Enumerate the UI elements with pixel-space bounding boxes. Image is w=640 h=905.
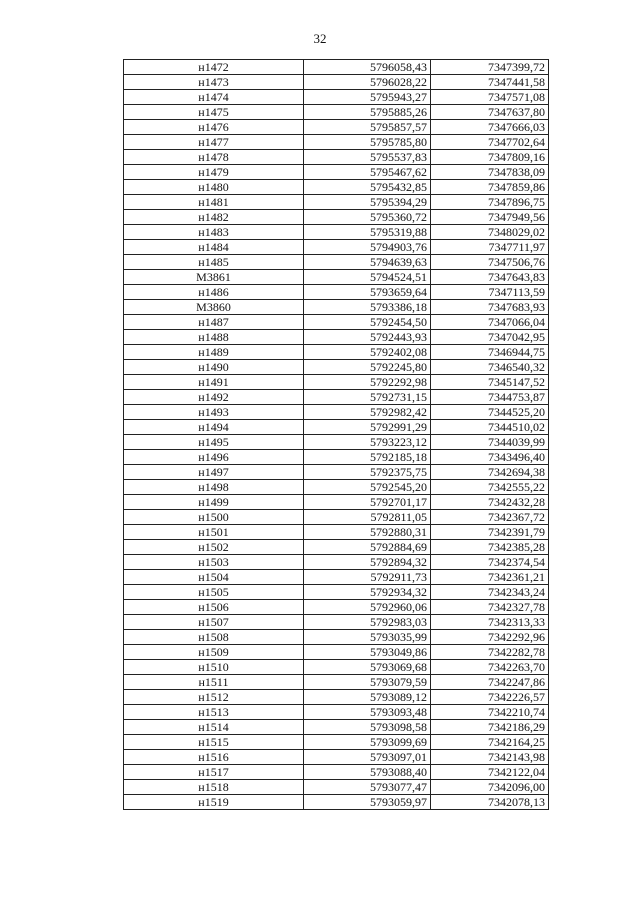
point-id-cell: н1493 — [124, 405, 304, 420]
x-coordinate-cell: 5792545,20 — [304, 480, 431, 495]
table-row — [124, 615, 549, 630]
x-coordinate-cell: 5793077,47 — [304, 780, 431, 795]
x-coordinate-cell: 5793093,48 — [304, 705, 431, 720]
point-id-cell: н1511 — [124, 675, 304, 690]
y-coordinate-cell: 7344525,20 — [431, 405, 549, 420]
x-coordinate-cell: 5795360,72 — [304, 210, 431, 225]
y-coordinate-cell: 7342327,78 — [431, 600, 549, 615]
y-coordinate-cell: 7342555,22 — [431, 480, 549, 495]
point-id-cell: н1505 — [124, 585, 304, 600]
x-coordinate-cell: 5792245,80 — [304, 360, 431, 375]
x-coordinate-cell: 5795943,27 — [304, 90, 431, 105]
table-row — [124, 345, 549, 360]
y-coordinate-cell: 7342385,28 — [431, 540, 549, 555]
table-row — [124, 390, 549, 405]
point-id-cell: н1491 — [124, 375, 304, 390]
table-row — [124, 735, 549, 750]
x-coordinate-cell: 5793099,69 — [304, 735, 431, 750]
x-coordinate-cell: 5792884,69 — [304, 540, 431, 555]
x-coordinate-cell: 5792185,18 — [304, 450, 431, 465]
y-coordinate-cell: 7342343,24 — [431, 585, 549, 600]
page-number: 32 — [313, 31, 327, 46]
y-coordinate-cell: 7346540,32 — [431, 360, 549, 375]
point-id-cell: н1473 — [124, 75, 304, 90]
table-row — [124, 780, 549, 795]
point-id-cell: н1497 — [124, 465, 304, 480]
x-coordinate-cell: 5793089,12 — [304, 690, 431, 705]
point-id-cell: н1518 — [124, 780, 304, 795]
table-row — [124, 360, 549, 375]
table-row — [124, 495, 549, 510]
table-row — [124, 540, 549, 555]
point-id-cell: н1498 — [124, 480, 304, 495]
table-row — [124, 765, 549, 780]
y-coordinate-cell: 7342122,04 — [431, 765, 549, 780]
x-coordinate-cell: 5792443,93 — [304, 330, 431, 345]
x-coordinate-cell: 5792701,17 — [304, 495, 431, 510]
point-id-cell: н1496 — [124, 450, 304, 465]
y-coordinate-cell: 7347949,56 — [431, 210, 549, 225]
x-coordinate-cell: 5794524,51 — [304, 270, 431, 285]
table-row — [124, 135, 549, 150]
y-coordinate-cell: 7342263,70 — [431, 660, 549, 675]
x-coordinate-cell: 5792983,03 — [304, 615, 431, 630]
table-row — [124, 585, 549, 600]
point-id-cell: н1508 — [124, 630, 304, 645]
point-id-cell: М3861 — [124, 270, 304, 285]
x-coordinate-cell: 5793097,01 — [304, 750, 431, 765]
x-coordinate-cell: 5792731,15 — [304, 390, 431, 405]
table-row — [124, 375, 549, 390]
table-row — [124, 270, 549, 285]
x-coordinate-cell: 5792991,29 — [304, 420, 431, 435]
table-row — [124, 90, 549, 105]
table-row — [124, 600, 549, 615]
x-coordinate-cell: 5792982,42 — [304, 405, 431, 420]
y-coordinate-cell: 7347637,80 — [431, 105, 549, 120]
x-coordinate-cell: 5792811,05 — [304, 510, 431, 525]
table-row — [124, 660, 549, 675]
coordinates-table-body — [124, 60, 549, 810]
y-coordinate-cell: 7344753,87 — [431, 390, 549, 405]
x-coordinate-cell: 5793386,18 — [304, 300, 431, 315]
table-row — [124, 405, 549, 420]
y-coordinate-cell: 7342226,57 — [431, 690, 549, 705]
point-id-cell: н1479 — [124, 165, 304, 180]
x-coordinate-cell: 5794639,63 — [304, 255, 431, 270]
x-coordinate-cell: 5792375,75 — [304, 465, 431, 480]
point-id-cell: н1481 — [124, 195, 304, 210]
x-coordinate-cell: 5792880,31 — [304, 525, 431, 540]
y-coordinate-cell: 7347896,75 — [431, 195, 549, 210]
y-coordinate-cell: 7342391,79 — [431, 525, 549, 540]
y-coordinate-cell: 7347809,16 — [431, 150, 549, 165]
y-coordinate-cell: 7347042,95 — [431, 330, 549, 345]
y-coordinate-cell: 7342282,78 — [431, 645, 549, 660]
y-coordinate-cell: 7347506,76 — [431, 255, 549, 270]
table-row — [124, 645, 549, 660]
x-coordinate-cell: 5792454,50 — [304, 315, 431, 330]
x-coordinate-cell: 5795785,80 — [304, 135, 431, 150]
table-row — [124, 720, 549, 735]
table-row — [124, 525, 549, 540]
table-row — [124, 60, 549, 75]
point-id-cell: н1510 — [124, 660, 304, 675]
point-id-cell: н1501 — [124, 525, 304, 540]
table-row — [124, 210, 549, 225]
point-id-cell: н1500 — [124, 510, 304, 525]
table-row — [124, 630, 549, 645]
x-coordinate-cell: 5793223,12 — [304, 435, 431, 450]
x-coordinate-cell: 5795467,62 — [304, 165, 431, 180]
table-row — [124, 195, 549, 210]
y-coordinate-cell: 7342292,96 — [431, 630, 549, 645]
y-coordinate-cell: 7342078,13 — [431, 795, 549, 810]
y-coordinate-cell: 7348029,02 — [431, 225, 549, 240]
table-row — [124, 180, 549, 195]
point-id-cell: н1519 — [124, 795, 304, 810]
table-row — [124, 705, 549, 720]
x-coordinate-cell: 5796028,22 — [304, 75, 431, 90]
x-coordinate-cell: 5795319,88 — [304, 225, 431, 240]
x-coordinate-cell: 5793059,97 — [304, 795, 431, 810]
table-row — [124, 150, 549, 165]
y-coordinate-cell: 7342210,74 — [431, 705, 549, 720]
point-id-cell: н1482 — [124, 210, 304, 225]
y-coordinate-cell: 7347441,58 — [431, 75, 549, 90]
table-row — [124, 750, 549, 765]
point-id-cell: н1475 — [124, 105, 304, 120]
x-coordinate-cell: 5795394,29 — [304, 195, 431, 210]
table-row — [124, 75, 549, 90]
y-coordinate-cell: 7344039,99 — [431, 435, 549, 450]
x-coordinate-cell: 5792894,32 — [304, 555, 431, 570]
y-coordinate-cell: 7347666,03 — [431, 120, 549, 135]
table-row — [124, 570, 549, 585]
point-id-cell: н1472 — [124, 60, 304, 75]
point-id-cell: н1476 — [124, 120, 304, 135]
y-coordinate-cell: 7342432,28 — [431, 495, 549, 510]
x-coordinate-cell: 5792402,08 — [304, 345, 431, 360]
y-coordinate-cell: 7342367,72 — [431, 510, 549, 525]
x-coordinate-cell: 5793088,40 — [304, 765, 431, 780]
point-id-cell: н1506 — [124, 600, 304, 615]
x-coordinate-cell: 5796058,43 — [304, 60, 431, 75]
y-coordinate-cell: 7342143,98 — [431, 750, 549, 765]
table-row — [124, 315, 549, 330]
table-row — [124, 450, 549, 465]
x-coordinate-cell: 5792934,32 — [304, 585, 431, 600]
table-row — [124, 465, 549, 480]
x-coordinate-cell: 5793035,99 — [304, 630, 431, 645]
x-coordinate-cell: 5795885,26 — [304, 105, 431, 120]
table-row — [124, 795, 549, 810]
table-row — [124, 240, 549, 255]
point-id-cell: н1488 — [124, 330, 304, 345]
point-id-cell: н1489 — [124, 345, 304, 360]
y-coordinate-cell: 7342096,00 — [431, 780, 549, 795]
y-coordinate-cell: 7342694,38 — [431, 465, 549, 480]
y-coordinate-cell: 7347702,64 — [431, 135, 549, 150]
point-id-cell: н1477 — [124, 135, 304, 150]
point-id-cell: н1492 — [124, 390, 304, 405]
point-id-cell: н1516 — [124, 750, 304, 765]
x-coordinate-cell: 5795432,85 — [304, 180, 431, 195]
y-coordinate-cell: 7347859,86 — [431, 180, 549, 195]
y-coordinate-cell: 7343496,40 — [431, 450, 549, 465]
table-row — [124, 285, 549, 300]
y-coordinate-cell: 7347643,83 — [431, 270, 549, 285]
x-coordinate-cell: 5792911,73 — [304, 570, 431, 585]
point-id-cell: М3860 — [124, 300, 304, 315]
y-coordinate-cell: 7347838,09 — [431, 165, 549, 180]
table-row — [124, 435, 549, 450]
table-row — [124, 330, 549, 345]
point-id-cell: н1502 — [124, 540, 304, 555]
y-coordinate-cell: 7347066,04 — [431, 315, 549, 330]
table-row — [124, 120, 549, 135]
y-coordinate-cell: 7342374,54 — [431, 555, 549, 570]
coordinates-table — [123, 59, 549, 810]
x-coordinate-cell: 5794903,76 — [304, 240, 431, 255]
x-coordinate-cell: 5792292,98 — [304, 375, 431, 390]
y-coordinate-cell: 7345147,52 — [431, 375, 549, 390]
y-coordinate-cell: 7344510,02 — [431, 420, 549, 435]
point-id-cell: н1490 — [124, 360, 304, 375]
y-coordinate-cell: 7342313,33 — [431, 615, 549, 630]
point-id-cell: н1512 — [124, 690, 304, 705]
table-row — [124, 165, 549, 180]
point-id-cell: н1517 — [124, 765, 304, 780]
point-id-cell: н1483 — [124, 225, 304, 240]
table-row — [124, 480, 549, 495]
x-coordinate-cell: 5793659,64 — [304, 285, 431, 300]
y-coordinate-cell: 7342164,25 — [431, 735, 549, 750]
point-id-cell: н1474 — [124, 90, 304, 105]
table-row — [124, 690, 549, 705]
y-coordinate-cell: 7342186,29 — [431, 720, 549, 735]
point-id-cell: н1503 — [124, 555, 304, 570]
point-id-cell: н1499 — [124, 495, 304, 510]
y-coordinate-cell: 7347113,59 — [431, 285, 549, 300]
point-id-cell: н1504 — [124, 570, 304, 585]
table-row — [124, 105, 549, 120]
y-coordinate-cell: 7342247,86 — [431, 675, 549, 690]
table-row — [124, 675, 549, 690]
y-coordinate-cell: 7347711,97 — [431, 240, 549, 255]
y-coordinate-cell: 7347683,93 — [431, 300, 549, 315]
point-id-cell: н1515 — [124, 735, 304, 750]
point-id-cell: н1478 — [124, 150, 304, 165]
x-coordinate-cell: 5793079,59 — [304, 675, 431, 690]
point-id-cell: н1509 — [124, 645, 304, 660]
point-id-cell: н1507 — [124, 615, 304, 630]
point-id-cell: н1486 — [124, 285, 304, 300]
point-id-cell: н1487 — [124, 315, 304, 330]
x-coordinate-cell: 5793098,58 — [304, 720, 431, 735]
table-row — [124, 225, 549, 240]
point-id-cell: н1480 — [124, 180, 304, 195]
y-coordinate-cell: 7347399,72 — [431, 60, 549, 75]
y-coordinate-cell: 7346944,75 — [431, 345, 549, 360]
x-coordinate-cell: 5795537,83 — [304, 150, 431, 165]
point-id-cell: н1485 — [124, 255, 304, 270]
y-coordinate-cell: 7347571,08 — [431, 90, 549, 105]
table-row — [124, 255, 549, 270]
point-id-cell: н1494 — [124, 420, 304, 435]
x-coordinate-cell: 5795857,57 — [304, 120, 431, 135]
y-coordinate-cell: 7342361,21 — [431, 570, 549, 585]
point-id-cell: н1513 — [124, 705, 304, 720]
table-row — [124, 420, 549, 435]
x-coordinate-cell: 5793049,86 — [304, 645, 431, 660]
point-id-cell: н1514 — [124, 720, 304, 735]
table-row — [124, 510, 549, 525]
point-id-cell: н1495 — [124, 435, 304, 450]
table-row — [124, 555, 549, 570]
point-id-cell: н1484 — [124, 240, 304, 255]
x-coordinate-cell: 5792960,06 — [304, 600, 431, 615]
table-row — [124, 300, 549, 315]
x-coordinate-cell: 5793069,68 — [304, 660, 431, 675]
